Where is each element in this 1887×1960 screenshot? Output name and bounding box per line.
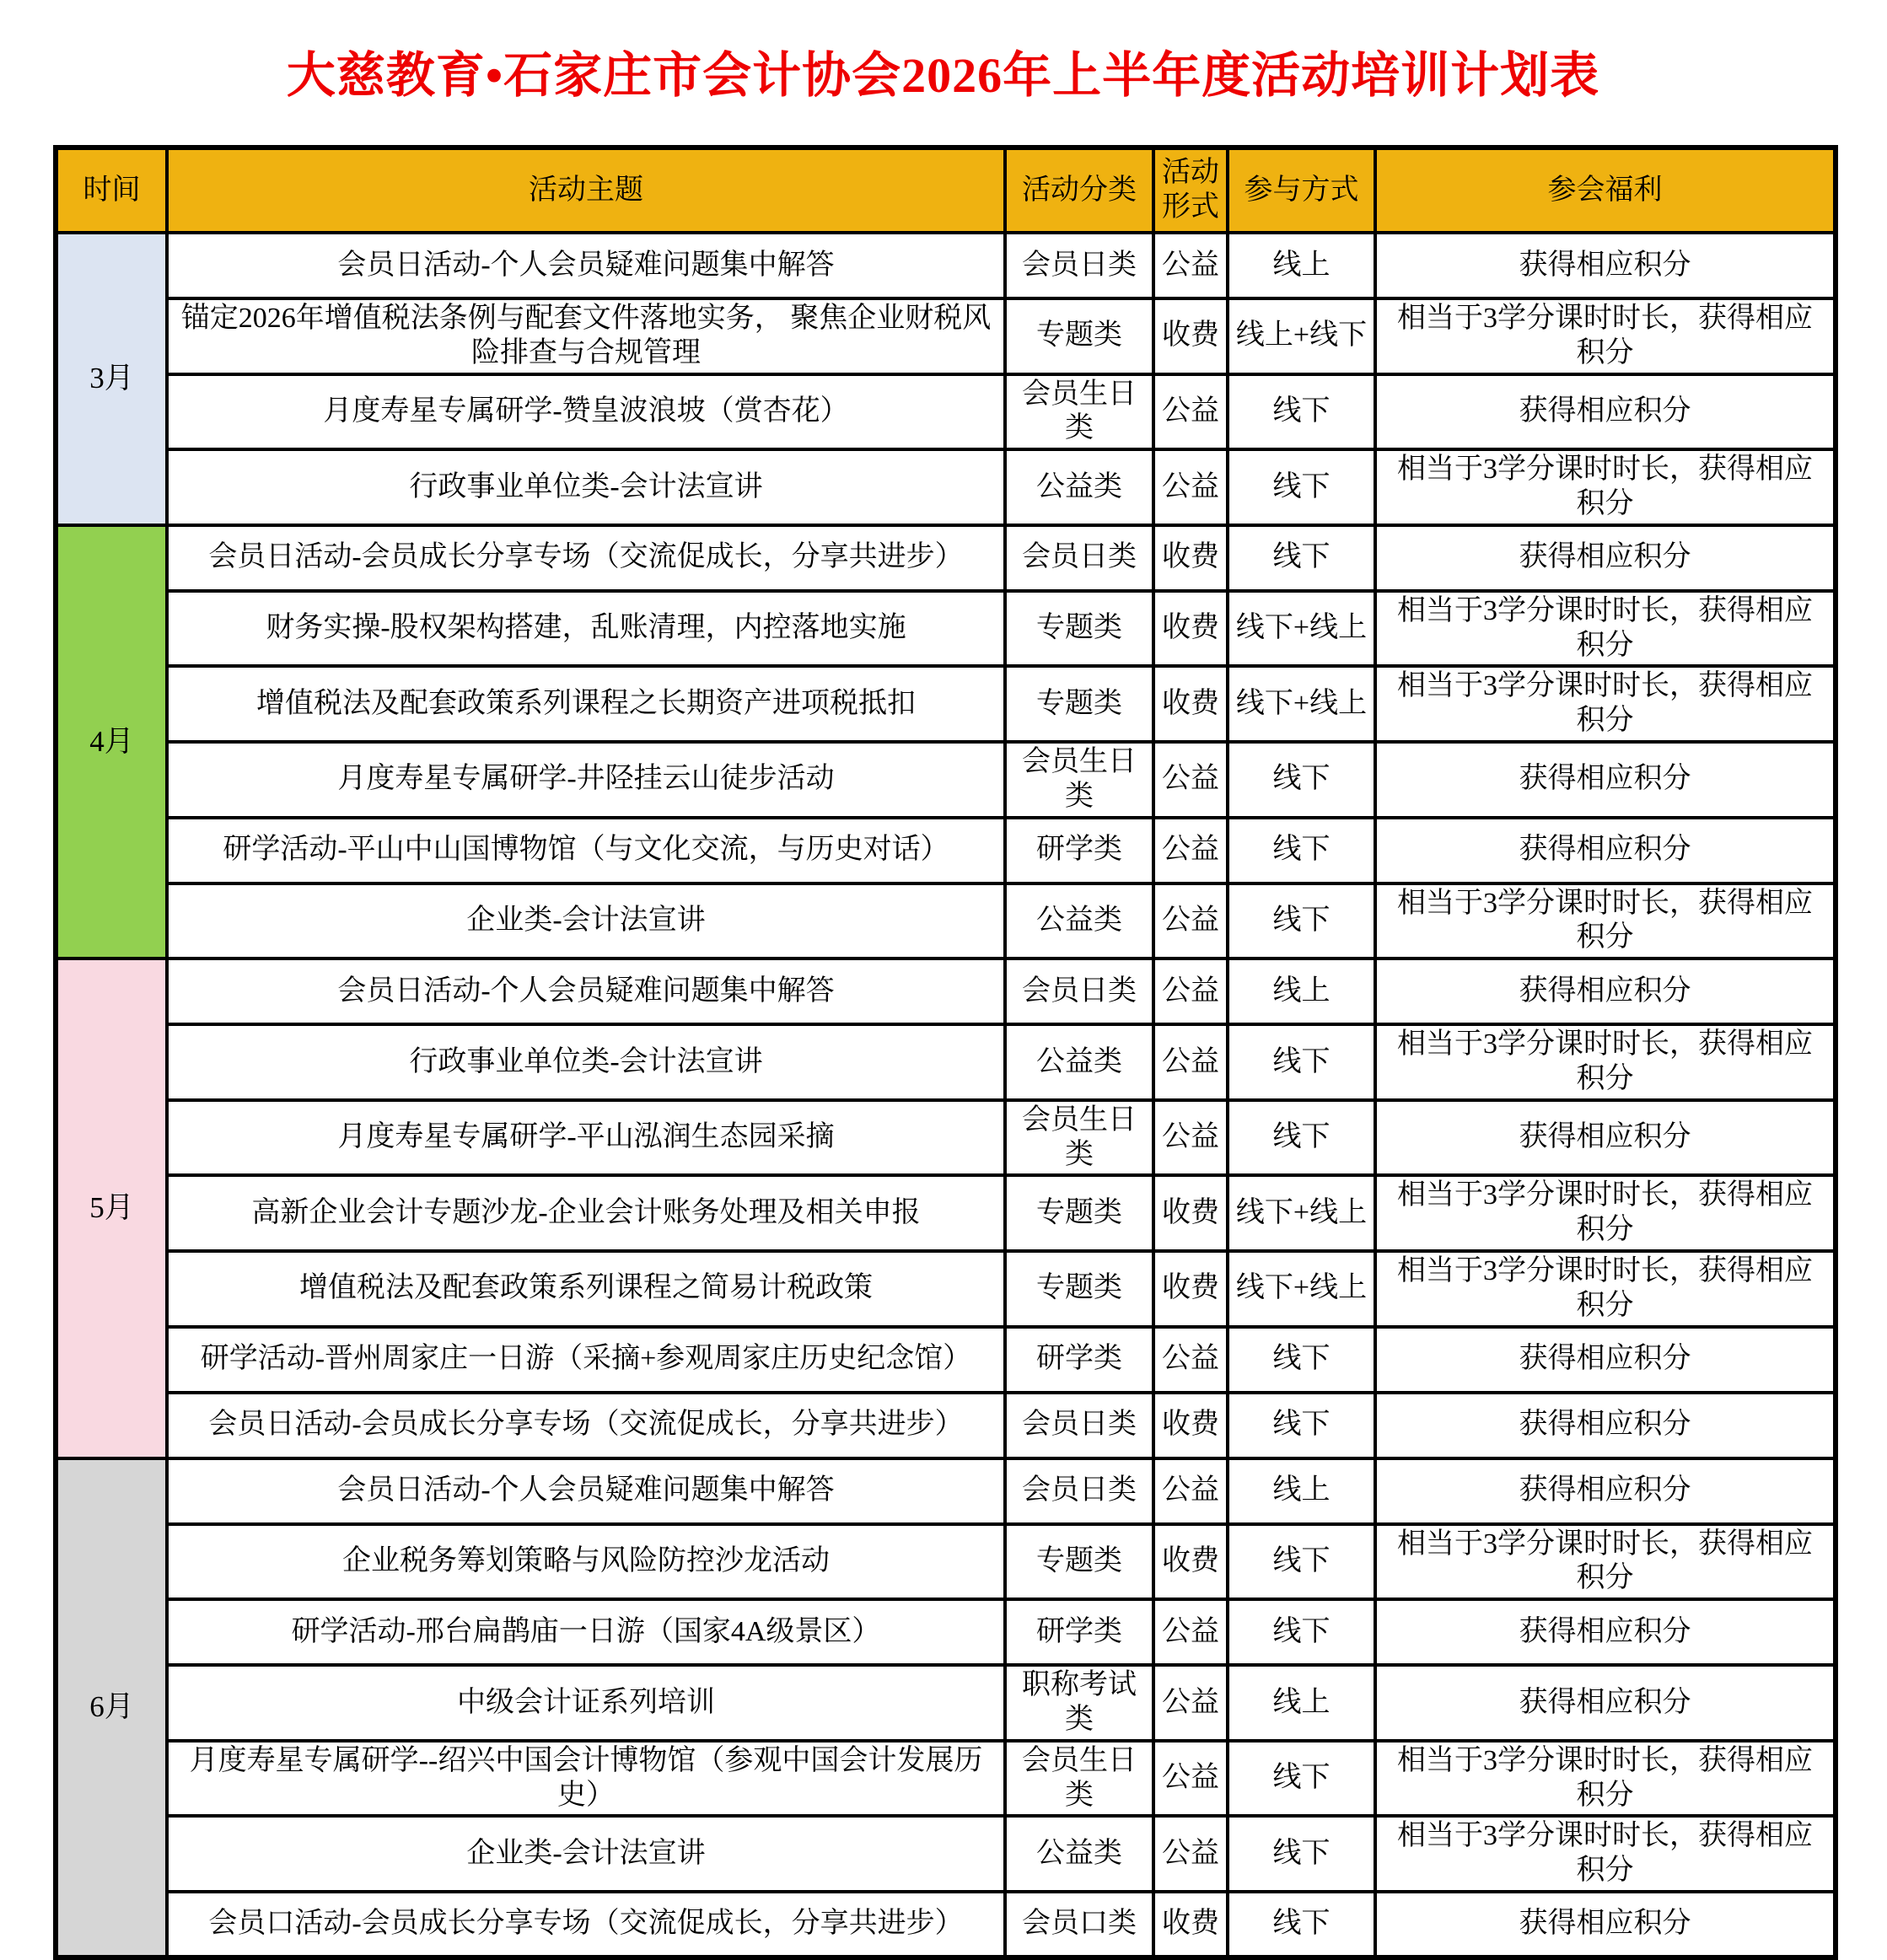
page-title: 大慈教育•石家庄市会计协会2026年上半年度活动培训计划表 [286, 48, 1600, 103]
cell-category: 研学类 [1005, 1599, 1153, 1665]
column-header-theme: 活动主题 [167, 148, 1005, 233]
cell-format: 公益 [1153, 883, 1228, 959]
cell-format: 公益 [1153, 1100, 1228, 1176]
month-cell: 6月 [56, 1458, 167, 1957]
cell-benefit: 相当于3学分课时时长，获得相应积分 [1375, 1175, 1836, 1251]
cell-theme: 研学活动-晋州周家庄一日游（采摘+参观周家庄历史纪念馆） [167, 1327, 1005, 1393]
cell-format: 收费 [1153, 1524, 1228, 1600]
cell-format: 收费 [1153, 298, 1228, 374]
cell-format: 公益 [1153, 1599, 1228, 1665]
cell-theme: 研学活动-邢台扁鹊庙一日游（国家4A级景区） [167, 1599, 1005, 1665]
cell-category: 专题类 [1005, 666, 1153, 742]
cell-format: 公益 [1153, 1665, 1228, 1741]
cell-method: 线下 [1228, 525, 1375, 591]
cell-theme: 会员日活动-会员成长分享专场（交流促成长，分享共进步） [167, 1393, 1005, 1458]
cell-format: 公益 [1153, 818, 1228, 883]
cell-category: 专题类 [1005, 1175, 1153, 1251]
cell-category: 会员日类 [1005, 1393, 1153, 1458]
cell-format: 公益 [1153, 374, 1228, 450]
cell-category: 会员日类 [1005, 525, 1153, 591]
cell-format: 公益 [1153, 1741, 1228, 1817]
cell-category: 职称考试类 [1005, 1665, 1153, 1741]
cell-method: 线上 [1228, 1665, 1375, 1741]
cell-benefit: 获得相应积分 [1375, 1892, 1836, 1957]
table-row [56, 1175, 1836, 1251]
cell-benefit: 获得相应积分 [1375, 374, 1836, 450]
table-row [56, 1251, 1836, 1327]
cell-method: 线上 [1228, 1458, 1375, 1524]
cell-category: 专题类 [1005, 591, 1153, 667]
table-row [56, 1599, 1836, 1665]
table-row [56, 1816, 1836, 1892]
table-row [56, 1327, 1836, 1393]
cell-method: 线下 [1228, 374, 1375, 450]
table-row [56, 1524, 1836, 1600]
cell-format: 收费 [1153, 525, 1228, 591]
table-row [56, 374, 1836, 450]
cell-method: 线下+线上 [1228, 1175, 1375, 1251]
cell-theme: 会员日活动-个人会员疑难问题集中解答 [167, 1458, 1005, 1524]
cell-method: 线下+线上 [1228, 1251, 1375, 1327]
table-row [56, 298, 1836, 374]
cell-theme: 中级会计证系列培训 [167, 1665, 1005, 1741]
column-header-category: 活动分类 [1005, 148, 1153, 233]
cell-benefit: 相当于3学分课时时长，获得相应积分 [1375, 1251, 1836, 1327]
cell-method: 线下 [1228, 742, 1375, 818]
cell-category: 会员日类 [1005, 959, 1153, 1024]
cell-category: 专题类 [1005, 298, 1153, 374]
cell-category: 研学类 [1005, 1327, 1153, 1393]
cell-method: 线下 [1228, 818, 1375, 883]
cell-category: 公益类 [1005, 1816, 1153, 1892]
cell-format: 公益 [1153, 1024, 1228, 1100]
cell-benefit: 相当于3学分课时时长，获得相应积分 [1375, 666, 1836, 742]
table-row [56, 525, 1836, 591]
cell-benefit: 获得相应积分 [1375, 1100, 1836, 1176]
cell-method: 线下 [1228, 1524, 1375, 1600]
table-row [56, 1892, 1836, 1957]
cell-method: 线上 [1228, 959, 1375, 1024]
cell-theme: 会员日活动-个人会员疑难问题集中解答 [167, 959, 1005, 1024]
cell-benefit: 相当于3学分课时时长，获得相应积分 [1375, 1741, 1836, 1817]
table-row [56, 742, 1836, 818]
cell-format: 收费 [1153, 1251, 1228, 1327]
month-cell: 5月 [56, 959, 167, 1458]
cell-category: 研学类 [1005, 818, 1153, 883]
cell-theme: 会员日活动-会员成长分享专场（交流促成长，分享共进步） [167, 525, 1005, 591]
table-row [56, 1024, 1836, 1100]
cell-benefit: 相当于3学分课时时长，获得相应积分 [1375, 591, 1836, 667]
table-row [56, 666, 1836, 742]
column-header-benefit: 参会福利 [1375, 148, 1836, 233]
cell-method: 线下 [1228, 1741, 1375, 1817]
cell-theme: 增值税法及配套政策系列课程之长期资产进项税抵扣 [167, 666, 1005, 742]
cell-theme: 月度寿星专属研学--绍兴中国会计博物馆（参观中国会计发展历史） [167, 1741, 1005, 1817]
cell-format: 公益 [1153, 1327, 1228, 1393]
month-cell: 4月 [56, 525, 167, 959]
cell-benefit: 获得相应积分 [1375, 525, 1836, 591]
cell-benefit: 获得相应积分 [1375, 1458, 1836, 1524]
cell-format: 公益 [1153, 1816, 1228, 1892]
cell-format: 公益 [1153, 742, 1228, 818]
cell-method: 线下 [1228, 1024, 1375, 1100]
cell-category: 会员生日类 [1005, 374, 1153, 450]
cell-format: 公益 [1153, 959, 1228, 1024]
column-header-method: 参与方式 [1228, 148, 1375, 233]
schedule-table [53, 145, 1838, 1960]
cell-benefit: 获得相应积分 [1375, 742, 1836, 818]
cell-theme: 企业类-会计法宣讲 [167, 1816, 1005, 1892]
table-row [56, 449, 1836, 525]
cell-method: 线下 [1228, 1816, 1375, 1892]
cell-benefit: 相当于3学分课时时长，获得相应积分 [1375, 1024, 1836, 1100]
cell-benefit: 相当于3学分课时时长，获得相应积分 [1375, 1816, 1836, 1892]
cell-theme: 月度寿星专属研学-井陉挂云山徒步活动 [167, 742, 1005, 818]
cell-benefit: 获得相应积分 [1375, 818, 1836, 883]
cell-format: 公益 [1153, 233, 1228, 298]
cell-theme: 锚定2026年增值税法条例与配套文件落地实务， 聚焦企业财税风险排查与合规管理 [167, 298, 1005, 374]
cell-theme: 高新企业会计专题沙龙-企业会计账务处理及相关申报 [167, 1175, 1005, 1251]
cell-method: 线上 [1228, 233, 1375, 298]
cell-category: 公益类 [1005, 1024, 1153, 1100]
cell-benefit: 获得相应积分 [1375, 233, 1836, 298]
cell-theme: 月度寿星专属研学-平山泓润生态园采摘 [167, 1100, 1005, 1176]
cell-category: 会员日类 [1005, 233, 1153, 298]
cell-theme: 会员口活动-会员成长分享专场（交流促成长，分享共进步） [167, 1892, 1005, 1957]
cell-benefit: 获得相应积分 [1375, 1327, 1836, 1393]
cell-theme: 行政事业单位类-会计法宣讲 [167, 1024, 1005, 1100]
cell-method: 线下+线上 [1228, 666, 1375, 742]
cell-category: 会员口类 [1005, 1892, 1153, 1957]
cell-format: 公益 [1153, 1458, 1228, 1524]
cell-category: 专题类 [1005, 1251, 1153, 1327]
cell-method: 线下 [1228, 449, 1375, 525]
cell-benefit: 相当于3学分课时时长，获得相应积分 [1375, 449, 1836, 525]
cell-method: 线上+线下 [1228, 298, 1375, 374]
header-row [56, 148, 1836, 233]
table-row [56, 818, 1836, 883]
cell-format: 收费 [1153, 1393, 1228, 1458]
column-header-time: 时间 [56, 148, 167, 233]
cell-category: 公益类 [1005, 449, 1153, 525]
cell-format: 收费 [1153, 1892, 1228, 1957]
cell-category: 会员生日类 [1005, 742, 1153, 818]
cell-method: 线下 [1228, 883, 1375, 959]
cell-benefit: 获得相应积分 [1375, 1393, 1836, 1458]
table-row [56, 1741, 1836, 1817]
cell-category: 会员生日类 [1005, 1741, 1153, 1817]
cell-theme: 行政事业单位类-会计法宣讲 [167, 449, 1005, 525]
month-cell: 3月 [56, 233, 167, 525]
table-row [56, 591, 1836, 667]
column-header-format: 活动形式 [1153, 148, 1228, 233]
cell-format: 收费 [1153, 591, 1228, 667]
cell-category: 公益类 [1005, 883, 1153, 959]
cell-category: 专题类 [1005, 1524, 1153, 1600]
table-row [56, 1100, 1836, 1176]
cell-method: 线下 [1228, 1599, 1375, 1665]
cell-benefit: 相当于3学分课时时长，获得相应积分 [1375, 883, 1836, 959]
cell-method: 线下+线上 [1228, 591, 1375, 667]
cell-benefit: 获得相应积分 [1375, 1665, 1836, 1741]
cell-theme: 企业类-会计法宣讲 [167, 883, 1005, 959]
cell-method: 线下 [1228, 1327, 1375, 1393]
cell-theme: 增值税法及配套政策系列课程之简易计税政策 [167, 1251, 1005, 1327]
cell-benefit: 相当于3学分课时时长，获得相应积分 [1375, 298, 1836, 374]
cell-theme: 财务实操-股权架构搭建，乱账清理，内控落地实施 [167, 591, 1005, 667]
cell-theme: 企业税务筹划策略与风险防控沙龙活动 [167, 1524, 1005, 1600]
cell-format: 公益 [1153, 449, 1228, 525]
cell-benefit: 获得相应积分 [1375, 959, 1836, 1024]
cell-category: 会员生日类 [1005, 1100, 1153, 1176]
cell-theme: 研学活动-平山中山国博物馆（与文化交流，与历史对话） [167, 818, 1005, 883]
cell-format: 收费 [1153, 1175, 1228, 1251]
cell-method: 线下 [1228, 1393, 1375, 1458]
cell-method: 线下 [1228, 1100, 1375, 1176]
table-row [56, 1458, 1836, 1524]
table-row [56, 1393, 1836, 1458]
table-row [56, 959, 1836, 1024]
table-row [56, 883, 1836, 959]
cell-theme: 会员日活动-个人会员疑难问题集中解答 [167, 233, 1005, 298]
table-row [56, 1665, 1836, 1741]
cell-method: 线下 [1228, 1892, 1375, 1957]
cell-category: 会员日类 [1005, 1458, 1153, 1524]
cell-benefit: 获得相应积分 [1375, 1599, 1836, 1665]
cell-theme: 月度寿星专属研学-赞皇波浪坡（赏杏花） [167, 374, 1005, 450]
cell-format: 收费 [1153, 666, 1228, 742]
table-row [56, 233, 1836, 298]
cell-benefit: 相当于3学分课时时长，获得相应积分 [1375, 1524, 1836, 1600]
